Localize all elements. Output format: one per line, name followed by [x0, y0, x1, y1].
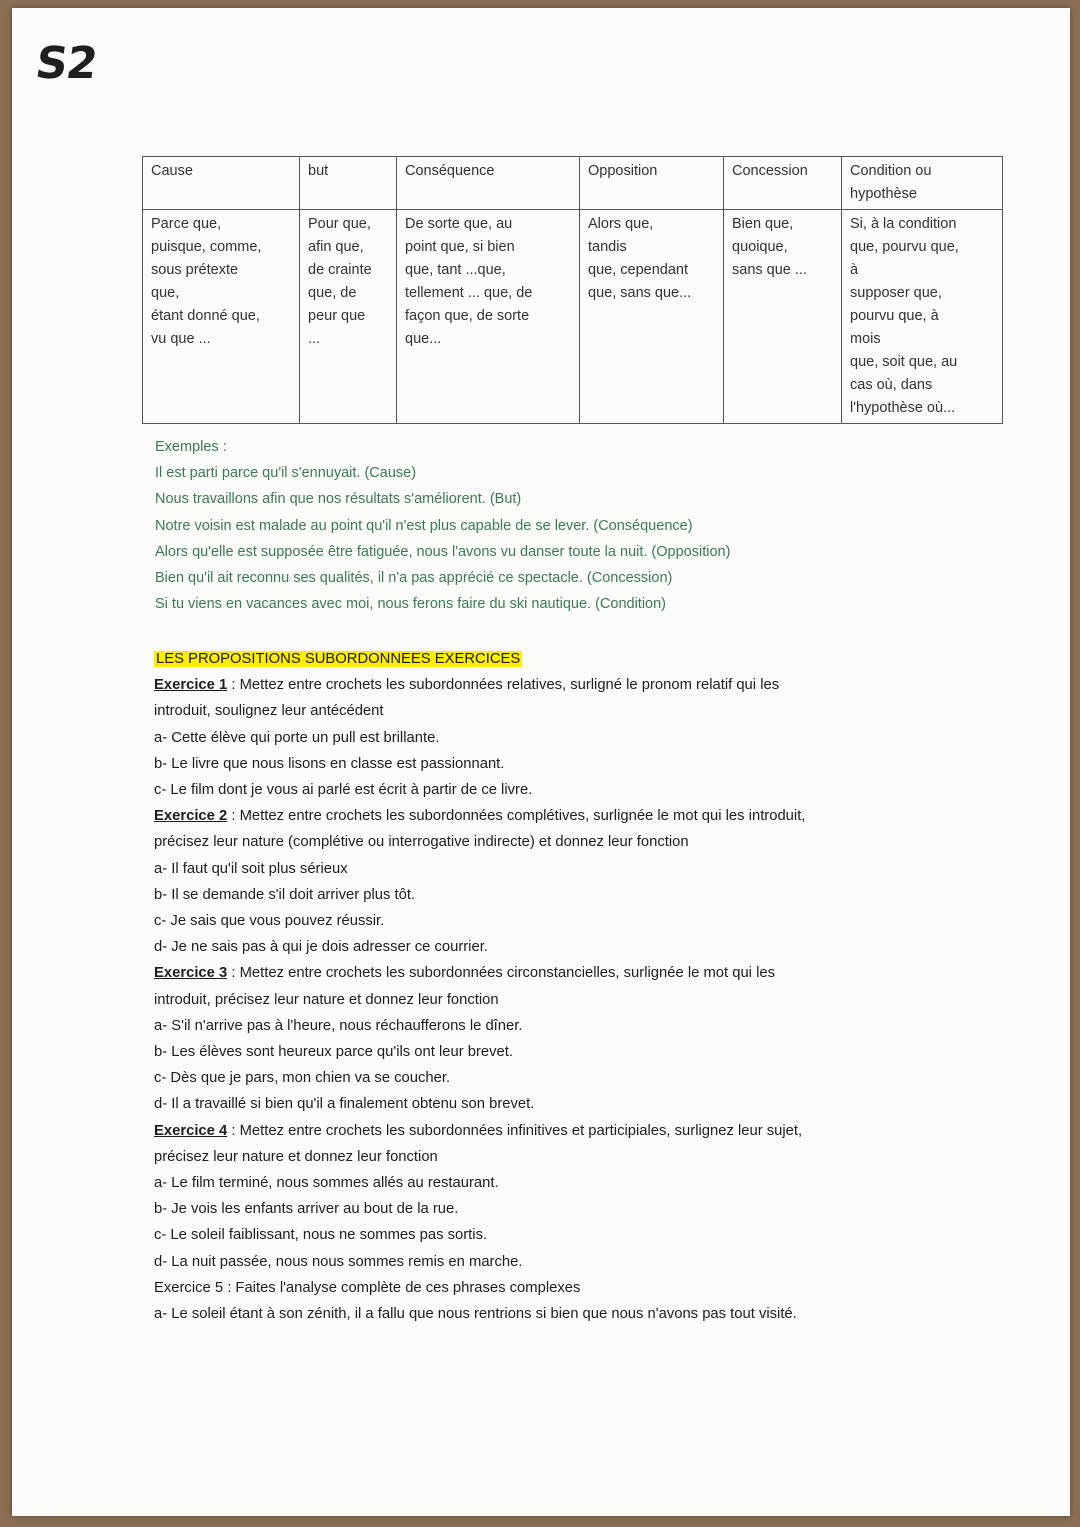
instruction-text: : Mettez entre crochets les subordonnées complétives, surlignée le mot qui les introduit,: [227, 808, 806, 825]
exercise-2-instruction: [154, 803, 1054, 829]
cell-consequence: De sorte que, au point que, si bien que, tant ...que, tellement ... que, de façon que, de sorte que...: [397, 210, 580, 424]
exercise-4-instruction: [154, 1118, 1054, 1144]
instruction-text: : Mettez entre crochets les subordonnées relatives, surligné le pronom relatif qui les: [227, 677, 780, 694]
header-condition: Condition ou hypothèse: [842, 157, 1003, 210]
example-line: Bien qu'il ait reconnu ses qualités, il n'a pas apprécié ce spectacle. (Concession): [155, 570, 673, 587]
example-line: Nous travaillons afin que nos résultats s'améliorent. (But): [155, 491, 522, 508]
cell-opposition: Alors que, tandis que, cependant que, sans que...: [580, 210, 724, 424]
exercise-sentence: a- Le soleil étant à son zénith, il a fallu que nous rentrions si bien que nous n'avons pas tout visité.: [154, 1306, 797, 1323]
cell-condition: Si, à la condition que, pourvu que, à supposer que, pourvu que, à mois que, soit que, au cas où, dans l'hypothèse où...: [842, 210, 1003, 424]
section-title: LES PROPOSITIONS SUBORDONNEES EXERCICES: [156, 651, 521, 667]
header-concession: Concession: [724, 157, 842, 210]
instruction-text: introduit, soulignez leur antécédent: [154, 703, 384, 720]
table-header-row: [143, 157, 1003, 210]
example-line: Alors qu'elle est supposée être fatiguée, nous l'avons vu danser toute la nuit. (Opposition): [155, 543, 731, 560]
examples-heading: Exemples :: [155, 439, 227, 455]
exercise-sentence: a- S'il n'arrive pas à l'heure, nous réchaufferons le dîner.: [154, 1017, 523, 1034]
instruction-text: introduit, précisez leur nature et donnez leur fonction: [154, 991, 499, 1008]
exercise-5-instruction: Exercice 5 : Faites l'analyse complète de ces phrases complexes: [154, 1279, 581, 1296]
header-opposition: Opposition: [580, 157, 724, 210]
example-line: Si tu viens en vacances avec moi, nous ferons faire du ski nautique. (Condition): [155, 596, 666, 613]
exercise-title: Exercice 4: [154, 1122, 228, 1139]
document-page: [12, 8, 1070, 1516]
exercise-sentence: d- Je ne sais pas à qui je dois adresser ce courrier.: [154, 939, 488, 956]
table-row: [143, 210, 1003, 424]
exercise-sentence: c- Le soleil faiblissant, nous ne sommes pas sortis.: [154, 1227, 488, 1244]
example-line: Notre voisin est malade au point qu'il n'est plus capable de se lever. (Conséquence): [155, 517, 693, 534]
exercise-sentence: b- Il se demande s'il doit arriver plus tôt.: [154, 886, 416, 903]
exercise-sentence: c- Le film dont je vous ai parlé est écrit à partir de ce livre.: [154, 782, 533, 799]
exercise-3-instruction: [154, 960, 1054, 986]
instruction-text: : Mettez entre crochets les subordonnées circonstancielles, surlignée le mot qui les: [227, 965, 775, 982]
exercise-sentence: b- Le livre que nous lisons en classe est passionnant.: [154, 755, 505, 772]
exercise-sentence: a- Cette élève qui porte un pull est brillante.: [154, 729, 440, 746]
cell-cause: Parce que, puisque, comme, sous prétexte que, étant donné que, vu que ...: [143, 210, 300, 424]
exercise-sentence: a- Il faut qu'il soit plus sérieux: [154, 860, 348, 877]
exercise-sentence: c- Je sais que vous pouvez réussir.: [154, 913, 385, 930]
instruction-text: : Mettez entre crochets les subordonnées infinitives et participiales, surlignez leur sujet,: [227, 1122, 803, 1139]
exercise-title: Exercice 2: [154, 808, 228, 825]
header-cause: Cause: [143, 157, 300, 210]
header-consequence: Conséquence: [397, 157, 580, 210]
exercises-block: [154, 646, 1054, 1327]
example-line: Il est parti parce qu'il s'ennuyait. (Cause): [155, 465, 417, 482]
exercise-title: Exercice 3: [154, 965, 228, 982]
cell-but: Pour que, afin que, de crainte que, de peur que ...: [300, 210, 397, 424]
header-but: but: [300, 157, 397, 210]
subordinate-conjunctions-table: [142, 156, 1003, 424]
cell-concession: Bien que, quoique, sans que ...: [724, 210, 842, 424]
exercise-sentence: c- Dès que je pars, mon chien va se coucher.: [154, 1070, 451, 1087]
examples-block: [155, 434, 1055, 617]
exercise-sentence: b- Les élèves sont heureux parce qu'ils ont leur brevet.: [154, 1044, 513, 1061]
exercise-title: Exercice 1: [154, 677, 228, 694]
page-label: S2: [32, 38, 100, 89]
exercise-sentence: b- Je vois les enfants arriver au bout de la rue.: [154, 1201, 459, 1218]
exercise-1-instruction: [154, 672, 1054, 698]
exercise-sentence: d- Il a travaillé si bien qu'il a finalement obtenu son brevet.: [154, 1096, 535, 1113]
instruction-text: précisez leur nature et donnez leur fonction: [154, 1148, 438, 1165]
instruction-text: précisez leur nature (complétive ou interrogative indirecte) et donnez leur fonction: [154, 834, 689, 851]
exercise-sentence: d- La nuit passée, nous nous sommes remis en marche.: [154, 1253, 523, 1270]
exercise-sentence: a- Le film terminé, nous sommes allés au restaurant.: [154, 1175, 499, 1192]
